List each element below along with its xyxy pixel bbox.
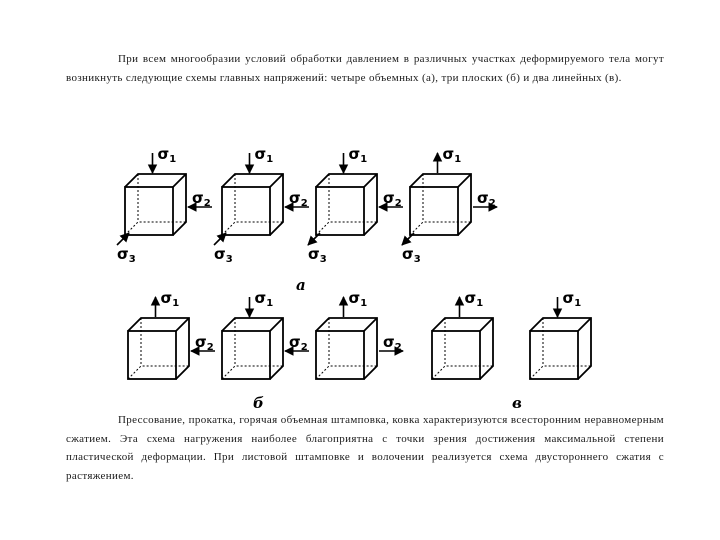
cube-b-0 — [128, 289, 215, 379]
cube-front-face — [222, 331, 270, 379]
cube-hidden-edge — [128, 366, 189, 379]
cube-front-face — [222, 187, 270, 235]
cube-b-2 — [316, 289, 403, 379]
cube-hidden-edge — [222, 366, 283, 379]
s1-label: $\sigma_1$ — [464, 289, 484, 309]
cube-a-1 — [214, 145, 309, 265]
s3-arrow — [214, 233, 226, 245]
s2-label: $\sigma_2$ — [192, 189, 211, 209]
s1-label: $\sigma_1$ — [348, 145, 368, 165]
cube-edge — [364, 318, 377, 331]
group-label-b: б — [253, 394, 264, 412]
s1-label: $\sigma_1$ — [157, 145, 177, 165]
s2-label: $\sigma_2$ — [477, 189, 496, 209]
cube-v-1 — [530, 289, 591, 379]
group-label-a: а — [296, 276, 306, 294]
s1-label: $\sigma_1$ — [562, 289, 582, 309]
s1-label: $\sigma_1$ — [348, 289, 368, 309]
cube-front-face — [432, 331, 480, 379]
cube-edge — [173, 174, 186, 187]
cube-front-face — [410, 187, 458, 235]
cube-edge — [480, 318, 493, 331]
cube-front-face — [128, 331, 176, 379]
s2-label: $\sigma_2$ — [383, 189, 402, 209]
s3-arrow — [402, 233, 414, 245]
cube-hidden-edge — [432, 366, 493, 379]
s3-label: $\sigma_3$ — [117, 245, 136, 265]
cube-edge — [458, 174, 471, 187]
s1-label: $\sigma_1$ — [160, 289, 180, 309]
cube-edge — [364, 174, 377, 187]
s3-arrow — [117, 233, 129, 245]
s2-label: $\sigma_2$ — [195, 333, 214, 353]
s3-label: $\sigma_3$ — [308, 245, 327, 265]
s1-label: $\sigma_1$ — [254, 289, 274, 309]
s1-label: $\sigma_1$ — [254, 145, 274, 165]
cube-hidden-edge — [410, 222, 471, 235]
s1-label: $\sigma_1$ — [442, 145, 462, 165]
cube-front-face — [316, 331, 364, 379]
cube-edge — [270, 318, 283, 331]
s3-label: $\sigma_3$ — [402, 245, 421, 265]
cube-v-0 — [432, 289, 493, 379]
s3-label: $\sigma_3$ — [214, 245, 233, 265]
s2-label: $\sigma_2$ — [383, 333, 402, 353]
cube-hidden-edge — [316, 366, 377, 379]
s2-label: $\sigma_2$ — [289, 189, 308, 209]
cube-a-3 — [402, 145, 497, 265]
cube-hidden-edge — [125, 222, 186, 235]
cube-a-0 — [117, 145, 212, 265]
cube-edge — [270, 174, 283, 187]
cube-hidden-edge — [316, 222, 377, 235]
cube-edge — [176, 318, 189, 331]
cube-front-face — [316, 187, 364, 235]
cube-a-2 — [308, 145, 403, 265]
intro-paragraph: При всем многообразии условий обработки давлением в различных участках деформируемого тела могут возникнуть следующие схемы главных напряжений: четыре объемных (а), три плоских (б) и два линейных (в). — [66, 53, 664, 84]
group-label-v: в — [512, 394, 522, 412]
outro-paragraph: Прессование, прокатка, горячая объемная штамповка, ковка характеризуются всесторонним неравномерным сжатием. Эта схема нагружения наиболее благоприятна с точки зрения достижения максимальной степени пластической деформации. При листовой штамповке и волочении реализуется схема двустороннего сжатия с растяжением. — [66, 414, 664, 482]
cube-front-face — [530, 331, 578, 379]
cube-front-face — [125, 187, 173, 235]
s3-arrow — [308, 233, 320, 245]
cube-hidden-edge — [530, 366, 591, 379]
cube-b-1 — [222, 289, 309, 379]
cube-hidden-edge — [222, 222, 283, 235]
cube-edge — [578, 318, 591, 331]
s2-label: $\sigma_2$ — [289, 333, 308, 353]
